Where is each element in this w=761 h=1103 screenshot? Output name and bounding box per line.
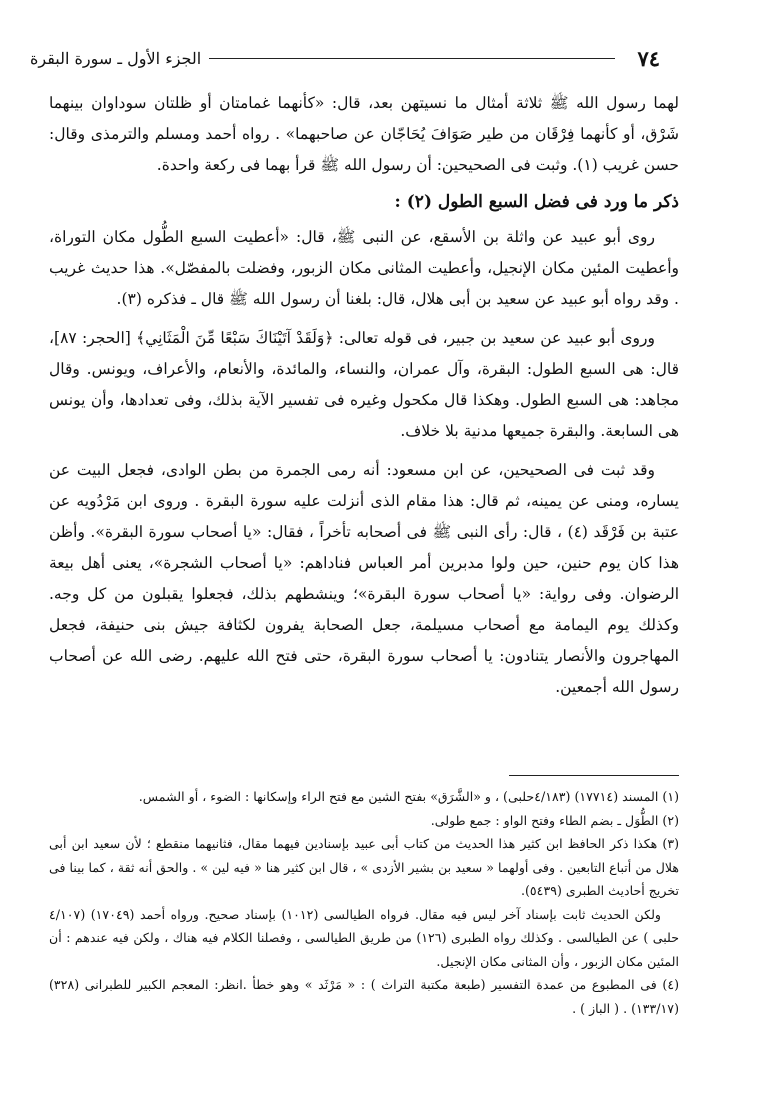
section-heading: ذكر ما ورد فى فضل السبع الطول (٢) :	[394, 192, 679, 212]
footnote-4: (٤) فى المطبوع من عمدة التفسير (طبعة مكتبة التراث ) : « مَرْثَد » وهو خطأ .انظر: المعجم الكبير للطبرانى (٣٢٨) (١٣٣/١٧) . ( الباز ) .	[49, 977, 679, 1016]
paragraph-4: وقد ثبت فى الصحيحين، عن ابن مسعود: أنه رمى الجمرة من بطن الوادى، فجعل البيت عن يساره، ومنى عن يمينه، ثم قال: هذا مقام الذى أنزلت عليه سورة البقرة . وروى ابن مَرْدُويه عن عتبة بن فَرْقَد (٤) ، قال: رأى النبى ﷺ فى أصحابه تأخراً ، فقال: «يا أصحاب سورة البقرة». وأظن هذا كان يوم حنين، حين ولوا مدبرين أمر العباس فناداهم: «يا أصحاب الشجرة»، يعنى أهل بيعة الرضوان. وفى رواية: «يا أصحاب سورة البقرة»؛ وينشطهم بذلك، فجعلوا يقبلون من كل وجه. وكذلك يوم اليمامة مع أصحاب مسيلمة، جعل الصحابة يفرون لكثافة جيش بنى حنيفة، فجعل المهاجرون والأنصار يتنادون: يا أصحاب سورة البقرة، حتى فتح الله عليهم. رضى الله عن أصحاب رسول الله أجمعين.	[49, 461, 679, 696]
footnote-1: (١) المسند (١٧٧١٤) (٤/١٨٣حلبى) ، و «الشَّرَق» بفتح الشين مع فتح الراء وإسكانها : الضوء ، أو الشمس.	[138, 789, 679, 804]
header-rule	[209, 58, 615, 59]
paragraph-2: روى أبو عبيد عن واثلة بن الأسقع، عن النبى ﷺ، قال: «أعطيت السبع الطُّول مكان التوراة، وأعطيت المئين مكان الإنجيل، وأعطيت المثانى مكان الزبور، وفضلت بالمفصّل». هذا حديث غريب . وقد رواه أبو عبيد عن سعيد بن أبى هلال، قال: بلغنا أن رسول الله ﷺ قال ـ فذكره (٣).	[49, 228, 679, 308]
footnote-2: (٢) الطُّوَل ـ بضم الطاء وفتح الواو : جمع طولى.	[430, 812, 679, 828]
paragraph-3: وروى أبو عبيد عن سعيد بن جبير، فى قوله تعالى: ﴿وَلَقَدْ آتَيْنَاكَ سَبْعًا مِّنَ الْمَثَانِي﴾ [الحجر: ٨٧]، قال: هى السبع الطول: البقرة، وآل عمران، والنساء، والمائدة، والأنعام، والأعراف، ويونس. وقال مجاهد: هى السبع الطول. وهكذا قال مكحول وغيره فى تفسير الآية بذلك، وفى تعدادها، وأن يونس هى السابعة. والبقرة جميعها مدنية بلا خلاف.	[49, 329, 679, 440]
footnotes	[49, 785, 679, 1020]
footnote-3: (٣) هكذا ذكر الحافظ ابن كثير هذا الحديث من كتاب أبى عبيد بإسنادين فيهما مقال، فثانيهما منقطع ؛ لأن سعيد ابن أبى هلال من أتباع التابعين . وفى أولهما « سعيد بن بشير الأزدى » ، قال ابن كثير هنا « فيه لين » . والحق أنه ثقة ، كما بينا فى تخريج أحاديث الطبرى (٥٤٣٩).	[49, 836, 679, 898]
main-text	[49, 88, 679, 703]
page-header	[30, 44, 660, 72]
footnote-3-continued: ولكن الحديث ثابت بإسناد آخر ليس فيه مقال. فرواه الطيالسى (١٠١٢) بإسناد صحيح. ورواه أحمد (١٧٠٤٩) (٤/١٠٧ حلبى ) عن الطيالسى . وكذلك رواه الطبرى (١٢٦) من طريق الطيالسى ، وفصلنا الكلام فيه هناك ، ولكن فيه عندهم : أن المئين مكان الزبور ، وأن المثانى مكان الإنجيل.	[49, 906, 679, 969]
paragraph-1: لهما رسول الله ﷺ ثلاثة أمثال ما نسيتهن بعد، قال: «كأنهما غمامتان أو ظلتان سوداوان بينهما شَرْق، أو كأنهما فِرْقَان من طير صَوَافَ يُحَاجّان عن صاحبهما» . رواه أحمد ومسلم والترمذى وقال: حسن غريب (١). وثبت فى الصحيحين: أن رسول الله ﷺ قرأ بهما فى ركعة واحدة.	[49, 94, 679, 174]
page-number: ٧٤	[637, 45, 660, 71]
footnote-rule	[509, 775, 679, 776]
running-title: الجزء الأول ـ سورة البقرة	[30, 48, 202, 68]
